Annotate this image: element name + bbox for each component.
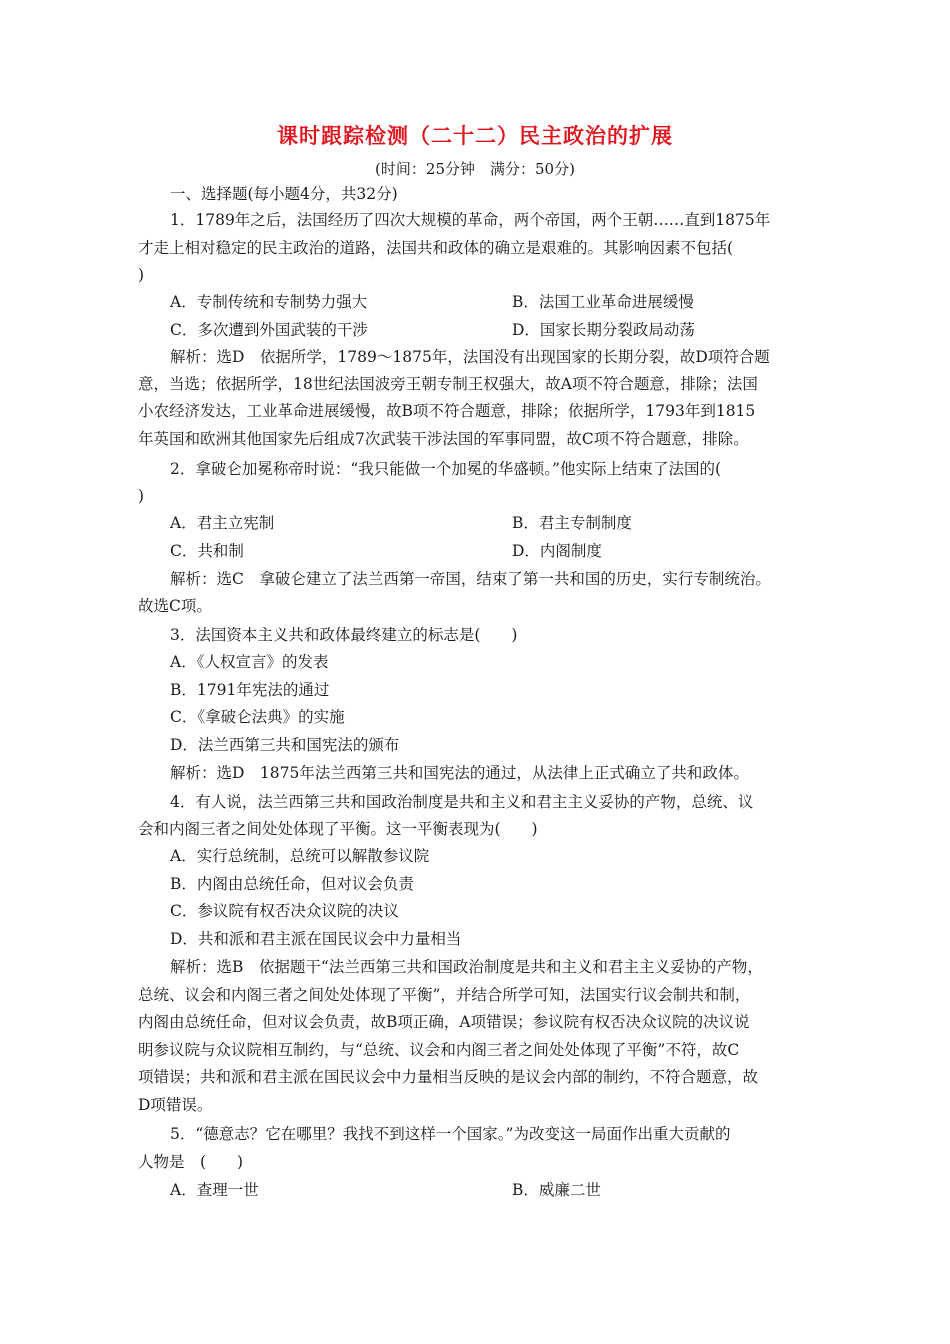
q3-option-a: A．《人权宣言》的发表 — [170, 653, 329, 671]
q1-option-a: A．专制传统和专制势力强大 — [170, 293, 368, 311]
q4-analysis-line: 内阁由总统任命，但对议会负责，故B项正确，A项错误；参议院有权否决众议院的决议说 — [138, 1013, 750, 1031]
time-score-info: (时间：25分钟 满分：50分) — [375, 160, 575, 178]
q2-stem-line: ) — [138, 487, 145, 505]
q4-option-a: A．实行总统制，总统可以解散参议院 — [170, 847, 430, 865]
q5-option-a: A．查理一世 — [170, 1181, 259, 1199]
q4-option-b: B．内阁由总统任命，但对议会负责 — [170, 875, 414, 893]
q3-option-d: D．法兰西第三共和国宪法的颁布 — [170, 736, 400, 754]
q2-analysis-line: 解析：选C 拿破仑建立了法兰西第一帝国，结束了第一共和国的历史，实行专制统治。 — [170, 570, 771, 588]
q4-option-d: D．共和派和君主派在国民议会中力量相当 — [170, 930, 462, 948]
q4-option-c: C．参议院有权否决众议院的决议 — [170, 902, 399, 920]
q2-stem-line: 2．拿破仑加冕称帝时说：“我只能做一个加冕的华盛顿。”他实际上结束了法国的( — [170, 460, 722, 478]
q4-analysis-line: D项错误。 — [138, 1096, 213, 1114]
q1-option-d: D．国家长期分裂政局动荡 — [512, 321, 695, 339]
q1-analysis-line: 小农经济发达，工业革命进展缓慢，故B项不符合题意，排除；依据所学，1793年到1815 — [138, 402, 756, 420]
section-heading: 一、选择题(每小题4分，共32分) — [170, 185, 398, 203]
q2-option-b: B．君主专制制度 — [512, 514, 632, 532]
q4-analysis-line: 总统、议会和内阁三者之间处处体现了平衡”，并结合所学可知，法国实行议会制共和制， — [138, 986, 751, 1004]
q4-stem-line: 会和内阁三者之间处处体现了平衡。这一平衡表现为( ) — [138, 820, 538, 838]
q2-option-c: C．共和制 — [170, 542, 244, 560]
q1-analysis-line: 解析：选D 依据所学，1789～1875年，法国没有出现国家的长期分裂，故D项符合题 — [170, 348, 770, 366]
q3-analysis-line: 解析：选D 1875年法兰西第三共和国宪法的通过，从法律上正式确立了共和政体。 — [170, 764, 749, 782]
q1-stem-line: 才走上相对稳定的民主政治的道路，法国共和政体的确立是艰难的。其影响因素不包括( — [138, 239, 734, 257]
q1-option-b: B．法国工业革命进展缓慢 — [512, 293, 694, 311]
q1-analysis-line: 意，当选；依据所学，18世纪法国波旁王朝专制王权强大，故A项不符合题意，排除；法国 — [138, 375, 758, 393]
q3-option-c: C．《拿破仑法典》的实施 — [170, 708, 345, 726]
q4-analysis-line: 项错误；共和派和君主派在国民议会中力量相当反映的是议会内部的制约，不符合题意，故 — [138, 1068, 759, 1086]
q2-option-a: A．君主立宪制 — [170, 514, 275, 532]
q1-option-c: C．多次遭到外国武装的干涉 — [170, 321, 368, 339]
q4-stem-line: 4．有人说，法兰西第三共和国政治制度是共和主义和君主主义妥协的产物，总统、议 — [170, 793, 754, 811]
q2-option-d: D．内阁制度 — [512, 542, 602, 560]
page-title: 课时跟踪检测（二十二）民主政治的扩展 — [277, 124, 673, 148]
q3-stem-line: 3．法国资本主义共和政体最终建立的标志是( ) — [170, 626, 518, 644]
q2-analysis-line: 故选C项。 — [138, 597, 212, 615]
q1-analysis-line: 年英国和欧洲其他国家先后组成7次武装干涉法国的军事同盟，故C项不符合题意，排除。 — [138, 430, 749, 448]
q1-stem-line: 1．1789年之后，法国经历了四次大规模的革命，两个帝国，两个王朝……直到1875年 — [170, 211, 771, 229]
q4-analysis-line: 解析：选B 依据题干“法兰西第三共和国政治制度是共和主义和君主主义妥协的产物， — [170, 958, 763, 976]
q5-stem-line: 人物是 ( ) — [138, 1153, 244, 1171]
q4-analysis-line: 明参议院与众议院相互制约，与“总统、议会和内阁三者之间处处体现了平衡”不符，故C — [138, 1041, 740, 1059]
q5-stem-line: 5．“德意志？它在哪里？我找不到这样一个国家。”为改变这一局面作出重大贡献的 — [170, 1125, 731, 1143]
q1-stem-line: ) — [138, 266, 145, 284]
q3-option-b: B．1791年宪法的通过 — [170, 681, 330, 699]
q5-option-b: B．威廉二世 — [512, 1181, 601, 1199]
